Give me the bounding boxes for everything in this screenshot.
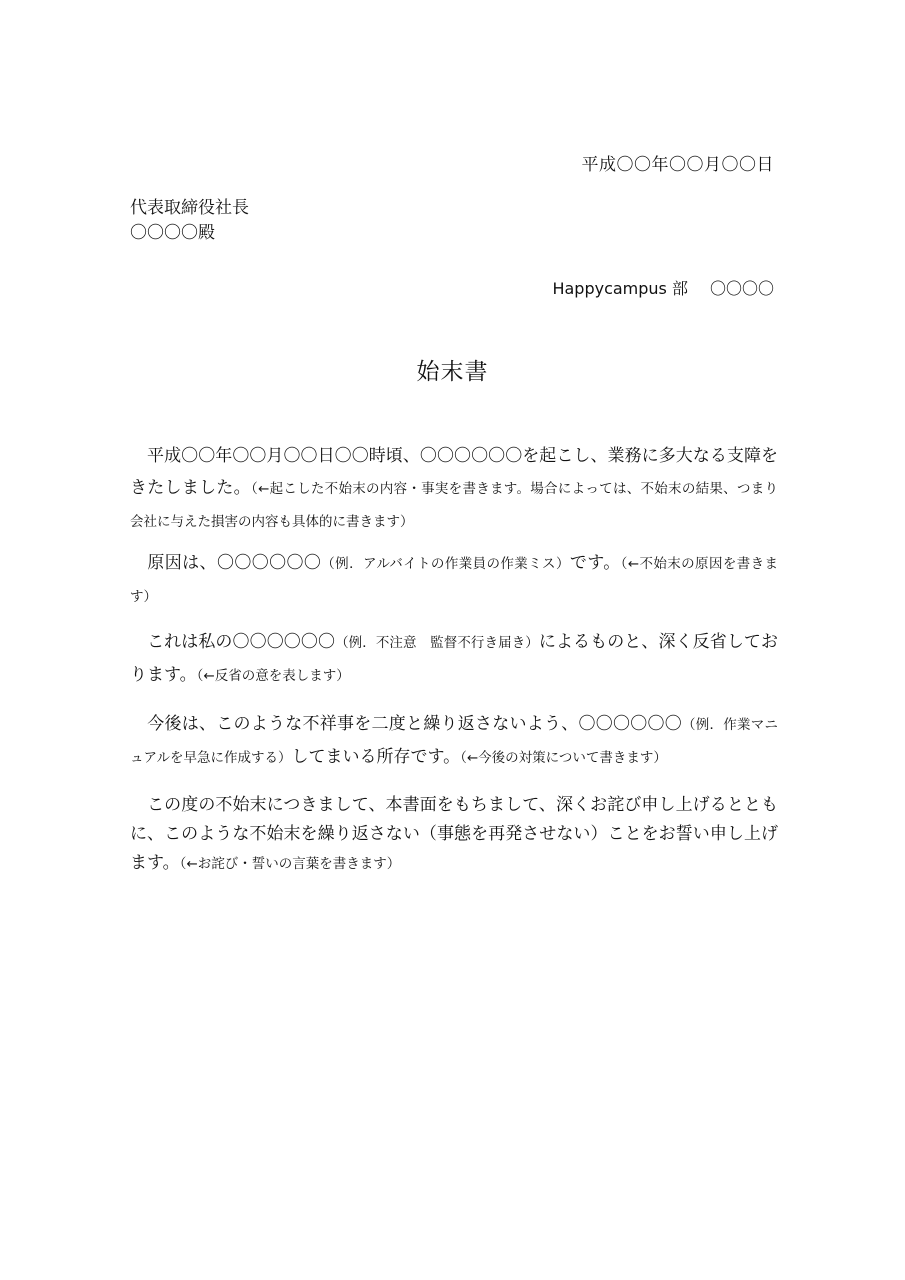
paragraph-reflection <box>130 626 778 692</box>
paragraph-text: これは私の〇〇〇〇〇〇 <box>147 632 336 652</box>
paragraph-note: （←今後の対策について書きます） <box>460 750 667 766</box>
sender-department: Happycampus 部 <box>552 279 688 298</box>
paragraph-incident <box>130 440 778 538</box>
recipient-block <box>130 196 249 246</box>
paragraph-note: （←お詫び・誓いの言葉を書きます） <box>179 856 401 872</box>
paragraph-note: （←起こした不始末の内容・事実を書きます。場合によっては、不始末の結果、つまり会社に与えた損害の内容も具体的に書きます） <box>130 481 779 530</box>
paragraph-text-cont: によるものと、深く反省しております。 <box>130 632 779 685</box>
paragraph-example: （例．アルバイトの作業員の作業ミス） <box>321 556 570 572</box>
paragraph-example: （例．作業マニュアルを早急に作成する） <box>130 717 778 766</box>
paragraph-text-cont: してまいる所存です。 <box>291 747 461 767</box>
paragraph-apology <box>130 791 778 879</box>
recipient-name: 〇〇〇〇殿 <box>130 223 215 243</box>
sender-block <box>552 276 774 299</box>
paragraph-example: （例．不注意 監督不行き届き） <box>335 635 539 651</box>
paragraph-countermeasure <box>130 708 778 774</box>
document-title: 始末書 <box>416 359 489 385</box>
recipient-title: 代表取締役社長 <box>130 198 249 218</box>
document-date: 平成〇〇年〇〇月〇〇日 <box>581 155 774 175</box>
paragraph-text: この度の不始末につきまして、本書面をもちまして、深くお詫び申し上げるとともに、このような不始末を繰り返さない（事態を再発させない）ことをお誓い申し上げます。 <box>130 795 778 873</box>
paragraph-note: （←反省の意を表します） <box>196 668 350 684</box>
sender-name: 〇〇〇〇 <box>709 279 774 298</box>
paragraph-text: 平成〇〇年〇〇月〇〇日〇〇時頃、〇〇〇〇〇〇を起こし、業務に多大なる支障をきたしました。 <box>130 446 778 498</box>
paragraph-text: 今後は、このような不祥事を二度と繰り返さないよう、〇〇〇〇〇〇 <box>147 714 682 734</box>
paragraph-cause <box>130 547 778 613</box>
paragraph-note: （←不始末の原因を書きます） <box>130 556 779 605</box>
paragraph-text: 原因は、〇〇〇〇〇〇 <box>147 553 322 573</box>
paragraph-text-cont: です。 <box>569 553 621 573</box>
